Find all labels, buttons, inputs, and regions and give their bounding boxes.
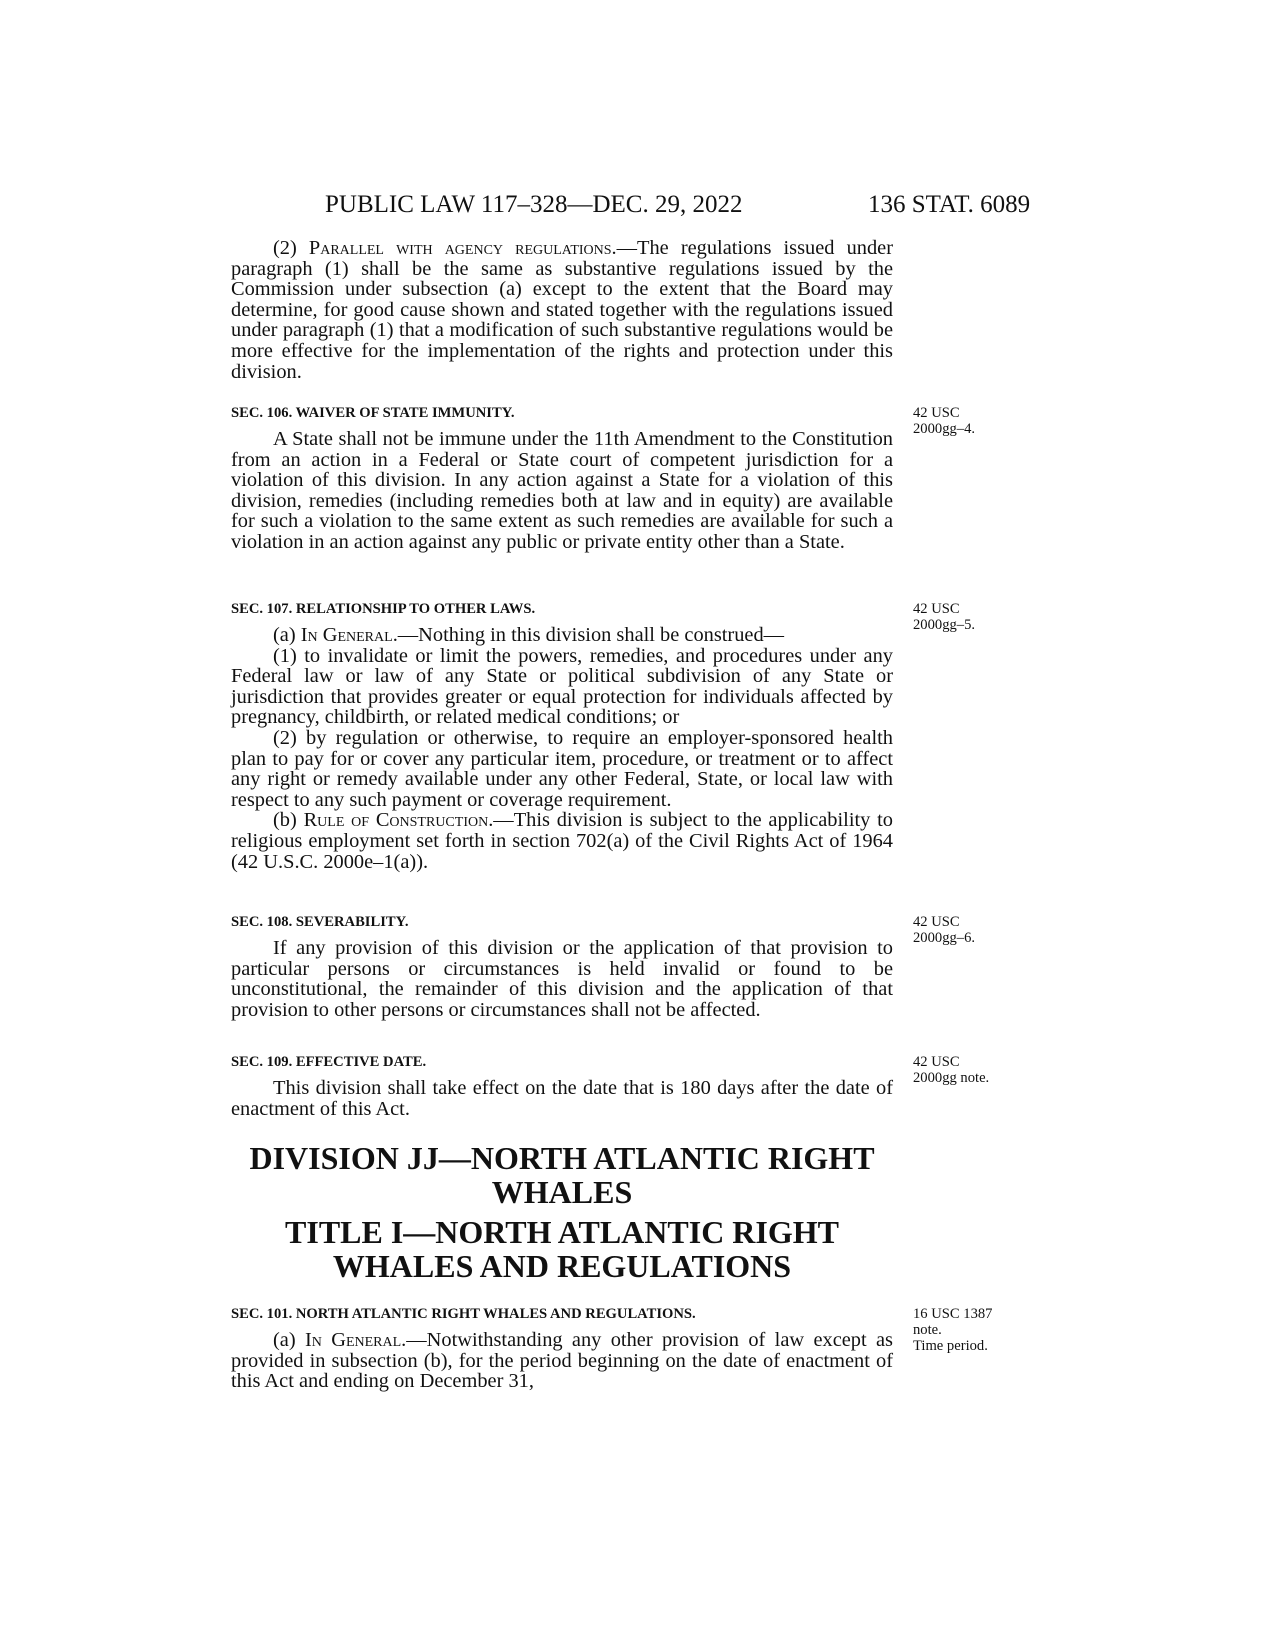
section-106-text: A State shall not be immune under the 11th Amendment to the Constitution from an action in a Federal or State court of competent jurisdiction for a violation of this division. In any action against a State for a violation of this division, remedies (including remedies both at law and in equity) are available for such a violation to the same extent as such remedies are available for such a violation in an action against any public or private entity other than a State. [231,428,893,553]
section-109-heading: SEC. 109. EFFECTIVE DATE. [231,1054,427,1070]
section-106-margin-note: 42 USC 2000gg–4. [913,405,976,438]
section-106-heading: SEC. 106. WAIVER OF STATE IMMUNITY. [231,405,515,421]
section-107-subsection-b: (b) Rule of Construction.—This division is subject to the applicability to religious employment set forth in section 702(a) of the Civil Rights Act of 1964 (42 U.S.C. 2000e–1(a)). [231,809,893,873]
section-108-heading: SEC. 108. SEVERABILITY. [231,914,409,930]
section-107-subsection-a: (a) In General.—Nothing in this division shall be construed— [273,624,785,646]
division-title: DIVISION JJ—NORTH ATLANTIC RIGHT WHALES [249,1140,875,1210]
paragraph-2-heading: Parallel with agency regulations [308,237,612,259]
section-101-subsection-a: (a) In General.—Notwithstanding any other provision of law except as provided in subsection (b), for the period beginning on the date of enactment of this Act and ending on December 31, [231,1329,893,1393]
section-107 [231,601,893,872]
running-head-left: PUBLIC LAW 117–328—DEC. 29, 2022 [325,191,743,218]
section-109-margin-note: 42 USC 2000gg note. [913,1054,990,1087]
section-101-margin-note: 16 USC 1387 note. Time period. [913,1306,993,1355]
section-106 [231,405,893,553]
paragraph-2-block [231,238,893,382]
section-108 [231,914,893,1020]
section-108-text: If any provision of this division or the application of that provision to particular persons or circumstances is held invalid or found to be unconstitutional, the remainder of this division and the application of that provision to other persons or circumstances shall not be affected. [231,937,893,1021]
section-107-margin-note: 42 USC 2000gg–5. [913,601,976,634]
section-109 [231,1054,893,1119]
section-107-clause-1: (1) to invalidate or limit the powers, remedies, and procedures under any Federal law or law of any State or political subdivision of any State or jurisdiction that provides greater or equal protection for individuals affected by pregnancy, childbirth, or related medical conditions; or [231,644,893,729]
section-109-text: This division shall take effect on the date that is 180 days after the date of enactment of this Act. [231,1077,893,1120]
section-107-heading: SEC. 107. RELATIONSHIP TO OTHER LAWS. [231,601,536,617]
section-107-clause-2: (2) by regulation or otherwise, to require an employer-sponsored health plan to pay for or cover any particular item, procedure, or treatment or to affect any right or remedy available under any other Federal, State, or local law with respect to any such payment or coverage requirement. [231,726,893,811]
section-101 [231,1306,893,1392]
title-heading: TITLE I—NORTH ATLANTIC RIGHT WHALES AND REGULATIONS [285,1214,839,1284]
paragraph-2: (2) Parallel with agency regulations.—The regulations issued under paragraph (1) shall be the same as substantive regulations issued by the Commission under subsection (a) except to the extent that the Board may determine, for good cause shown and stated together with the regulations issued under paragraph (1) that a modification of such substantive regulations would be more effective for the implementation of the rights and protection under this division. [231,237,893,383]
section-101-heading: SEC. 101. NORTH ATLANTIC RIGHT WHALES AND REGULATIONS. [231,1306,696,1322]
running-head-right: 136 STAT. 6089 [868,191,1031,218]
section-108-margin-note: 42 USC 2000gg–6. [913,914,976,947]
